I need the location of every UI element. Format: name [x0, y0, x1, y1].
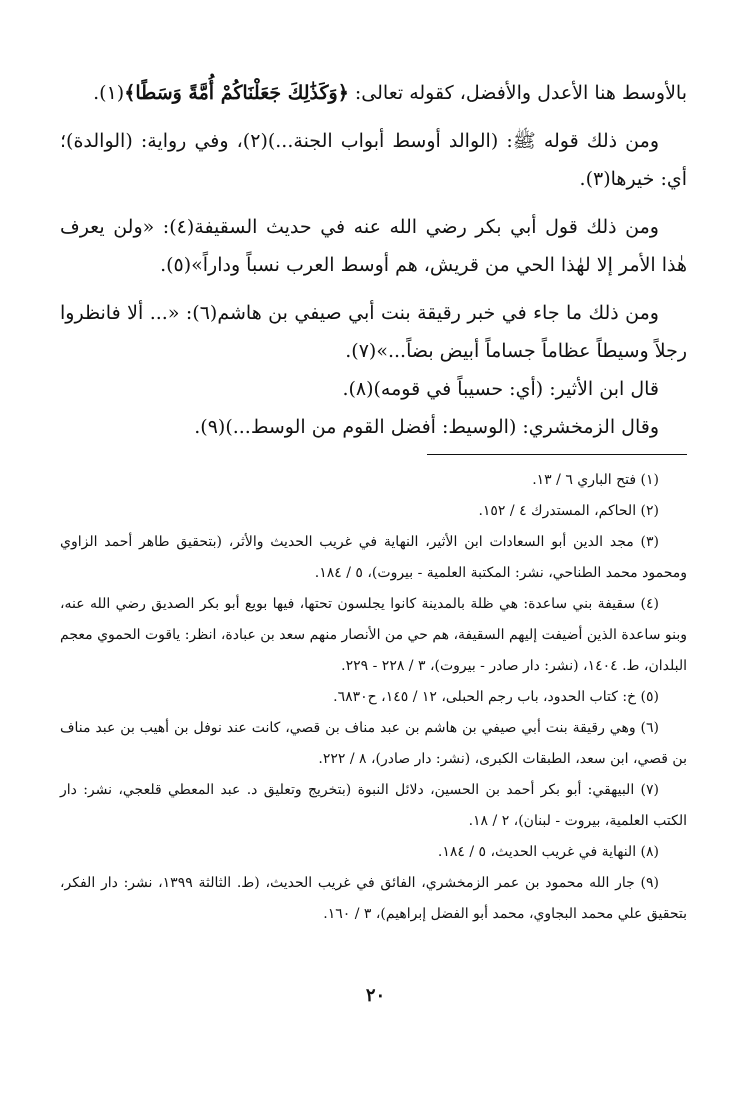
footnote-2: (٢) الحاكم، المستدرك ٤ / ١٥٢. [478, 503, 659, 519]
quran-verse: ﴿وَكَذَٰلِكَ جَعَلْنَاكُمْ أُمَّةً وَسَطًا﴾ [124, 82, 349, 104]
footnote-5: (٥) خ: كتاب الحدود، باب رجم الحبلى، ١٢ / ١٤٥، ح٦٨٣٠. [333, 689, 659, 705]
footnote-1: (١) فتح الباري ٦ / ١٣. [532, 472, 659, 488]
paragraph-2: ومن ذلك قوله ﷺ: (الوالد أوسط أبواب الجنة...)(٢)، وفي رواية: (الوالدة)؛ أي: خيرها(٣). [60, 130, 687, 190]
main-text [60, 74, 687, 446]
paragraph-3: ومن ذلك قول أبي بكر رضي الله عنه في حديث السقيفة(٤): «ولن يعرف هٰذا الأمر إلا لهٰذا الحي من قريش، هم أوسط العرب نسباً وداراً»(٥). [60, 216, 687, 276]
page [60, 74, 687, 1093]
footnote-3: (٣) مجد الدين أبو السعادات ابن الأثير، النهاية في غريب الحديث والأثر، (بتحقيق طاهر أحمد الزاوي ومحمود محمد الطناحي، نشر: المكتبة العلمية - بيروت)، ٥ / ١٨٤. [60, 534, 687, 581]
paragraph-5: قال ابن الأثير: (أي: حسيباً في قومه)(٨). [342, 378, 659, 400]
footnote-9: (٩) جار الله محمود بن عمر الزمخشري، الفائق في غريب الحديث، (ط. الثالثة ١٣٩٩، نشر: دار الفكر، بتحقيق علي محمد البجاوي، محمد أبو الفضل إبراهيم)، ٣ / ١٦٠. [60, 875, 687, 922]
footnote-divider [427, 454, 687, 455]
paragraph-4: ومن ذلك ما جاء في خبر رقيقة بنت أبي صيفي بن هاشم(٦): «... ألا فانظروا رجلاً وسيطاً عظاماً جساماً أبيض بضاً...»(٧). [60, 302, 687, 362]
footnote-7: (٧) البيهقي: أبو بكر أحمد بن الحسين، دلائل النبوة (بتخريج وتعليق د. عبد المعطي قلعجي، نشر: دار الكتب العلمية، بيروت - لبنان)، ٢ / ١٨. [60, 782, 687, 829]
footnote-8: (٨) النهاية في غريب الحديث، ٥ / ١٨٤. [437, 844, 659, 860]
paragraph-1-before: بالأوسط هنا الأعدل والأفضل، كقوله تعالى: [348, 82, 687, 104]
paragraph-6: وقال الزمخشري: (الوسيط: أفضل القوم من الوسط...)(٩). [194, 416, 659, 438]
page-number: ٢٠ [365, 985, 386, 1006]
paragraph-1 [60, 74, 687, 112]
footnotes [60, 465, 687, 930]
paragraph-1-after: (١). [93, 82, 125, 104]
footnote-4: (٤) سقيفة بني ساعدة: هي ظلة بالمدينة كانوا يجلسون تحتها، فيها بويع أبو بكر الصديق رضي الله عنه، وبنو ساعدة الذين أضيفت إليهم السقيفة، هم حي من الأنصار منهم سعد بن عبادة، انظر: ياقوت الحموي معجم البلدان، ط. ١٤٠٤، (نشر: دار صادر - بيروت)، ٣ / ٢٢٨ - ٢٢٩. [60, 596, 687, 674]
footnote-6: (٦) وهي رقيقة بنت أبي صيفي بن هاشم بن عبد مناف بن قصي، كانت عند نوفل بن أهيب بن عبد مناف بن قصي، ابن سعد، الطبقات الكبرى، (نشر: دار صادر)، ٨ / ٢٢٢. [60, 720, 687, 767]
